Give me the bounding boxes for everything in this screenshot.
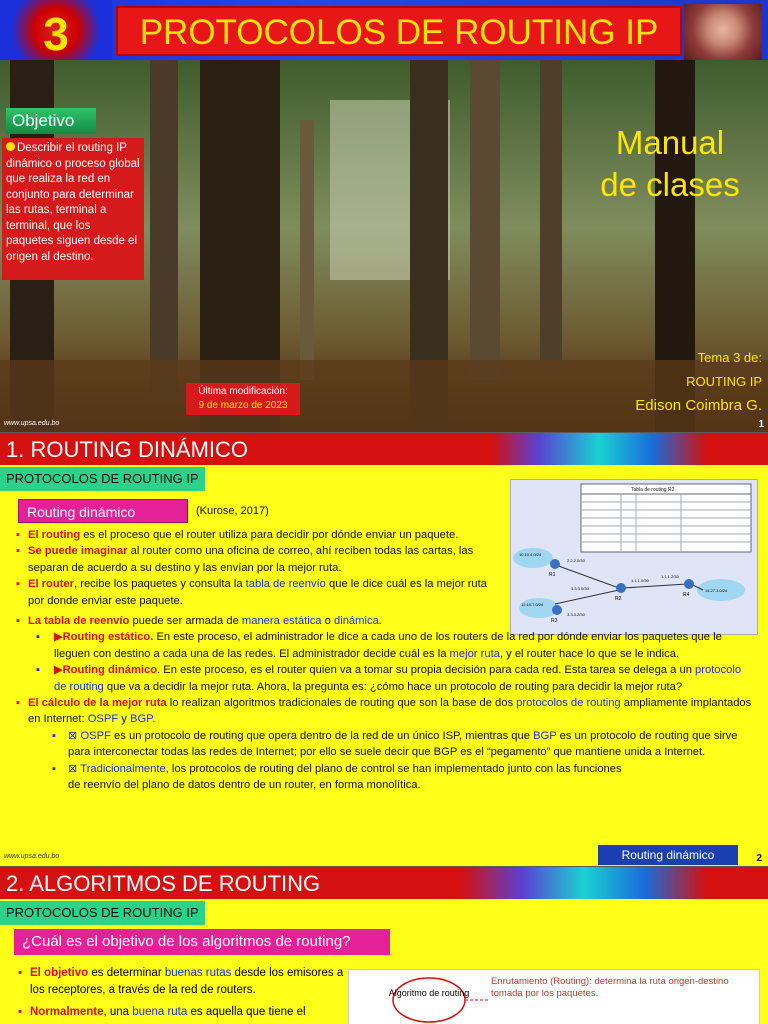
author-photo [684,4,762,60]
bullet-icon: ▪ [18,1006,23,1018]
citation: (Kurose, 2017) [196,505,269,517]
router-label: R2 [615,596,622,602]
bullet-dot-icon [6,142,15,151]
router-label: R3 [551,618,558,624]
footer-label: Routing dinámico [598,845,738,865]
topic-pill: Routing dinámico [18,499,188,523]
list-item: ▪ ⊠ Tradicionalmente, los protocolos de routing del plano de control se han implementado junto con las funciones de reenvío del plano de datos dentro de un router, en forma monolítica. [52,762,622,792]
network-label: 2.2.2.0/30 [567,558,585,563]
list-item: ▪ El routing es el proceso que el router utiliza para decidir por dónde enviar un paquete. [16,527,756,543]
bullet-icon: ▪ [16,545,20,558]
website-url: www.upsa.edu.bo [4,853,60,860]
list-item: ▪ La tabla de reenvío puede ser armada de manera estática o dinámica. [16,613,756,629]
section-title: 2. ALGORITMOS DE ROUTING [6,871,321,896]
bullet-icon: ▪ [18,967,23,979]
bullet-icon: ▪ [16,615,20,628]
network-label: 1.1.1.0/30 [631,578,649,583]
network-label: 3.3.3.2/30 [567,612,585,617]
list-item: ▪ ▶Routing dinámico. En este proceso, es el router quien va a tomar su propia decisión para cada red. Esta tarea se delega a un protocolo de routing que va a decidir la mejor ruta. Ahora, la pregunta es: ¿cómo hace un protocolo de routing para decidir la mejor ruta? [36,664,742,693]
network-label: 12.10.7.0/24 [521,602,544,607]
objective-text: Describir el routing IP dinámico o proceso global que realiza la red en conjunto para determinar las rutas, terminal a terminal, que los paquetes siguen desde el origen al destino. [2,138,144,280]
section-title-bar [0,867,768,899]
bullet-icon: ▪ [16,697,20,710]
slide-1 [0,0,768,432]
list-item: ▪ ▶Routing estático. En este proceso, el administrador le dice a cada uno de los routers de la red por dónde enviar los paquetes que le lleguen con destino a cada una de las redes. El administrador decide cuál es la mejor ruta, y el router hace lo que se le indica. [36,631,722,660]
router-label: R1 [549,572,556,578]
routing-definition: Enrutamiento (Routing): determina la ruta origen-destino tomada por los paquetes. [491,976,729,999]
question-pill: ¿Cuál es el objetivo de los algoritmos de routing? [14,929,390,955]
bullet-icon: ▪ [16,578,20,591]
list-item: ▪ El cálculo de la mejor ruta lo realizan algoritmos tradicionales de routing que son la base de dos protocolos de routing ampliamente implantados en Internet: OSPF y BGP. [16,697,752,726]
slide-title: PROTOCOLOS DE ROUTING IP [116,6,682,56]
topic-info: Tema 3 de: ROUTING IP Edison Coimbra G. [635,350,762,414]
page-number: 2 [756,853,762,864]
routing-table-title: Tabla de routing R2 [631,487,675,493]
last-modified: Última modificación: 9 de marzo de 2023 [186,383,300,415]
bullet-icon: ▪ [52,762,56,775]
network-label: 1.1.1.2/30 [661,574,679,579]
manual-title: Manual de clases [600,124,740,203]
list-item: ▪ Se puede imaginar al router como una oficina de correo, ahí reciben todas las cartas, las separan de acuerdo a su destino y las envían por la mejor ruta. [16,545,474,574]
routing-algorithm-diagram [348,969,760,1024]
list-item: ▪ Normalmente, una buena ruta es aquella que tiene el [18,1004,348,1021]
website-url: www.upsa.edu.bo [4,420,60,427]
slide-3 [0,867,768,1024]
bullet-icon: ▪ [36,664,40,677]
slide-2 [0,433,768,866]
objective-label: Objetivo [6,108,96,134]
bullet-icon: ▪ [52,729,56,742]
section-title: 1. ROUTING DINÁMICO [6,437,249,462]
bullet-icon: ▪ [16,529,20,541]
slide-2-body [16,523,756,794]
list-item: ▪ El router, recibe los paquetes y consulta la tabla de reenvío que le dice cuál es la mejor ruta por donde enviar este paquete. [16,578,487,607]
network-label: 10.10.4.0/24 [519,552,542,557]
algorithm-bubble-label: Algoritmo de routing [388,988,470,998]
router-label: R4 [683,592,690,598]
page-number: 1 [758,419,764,430]
section-subtitle: PROTOCOLOS DE ROUTING IP [0,467,205,491]
bullet-icon: ▪ [36,631,40,644]
slide-3-body [18,965,348,1021]
list-item: ▪ ⊠ OSPF es un protocolo de routing que opera dentro de la red de un único ISP, mientras que BGP es un protocolo de routing que sirve para interconectar todas las redes de Internet; por ello se suele decir que BGP es el “pegamento” que mantiene unida a Internet. [52,729,738,759]
section-subtitle: PROTOCOLOS DE ROUTING IP [0,901,205,925]
chapter-number: 3 [0,0,112,60]
list-item: ▪ El objetivo es determinar buenas rutas desde los emisores a los receptores, a través de la red de routers. [18,967,344,996]
network-label: 14.27.3.0/24 [705,588,728,593]
section-title-bar [0,433,768,465]
network-label: 3.3.3.0/30 [571,586,589,591]
